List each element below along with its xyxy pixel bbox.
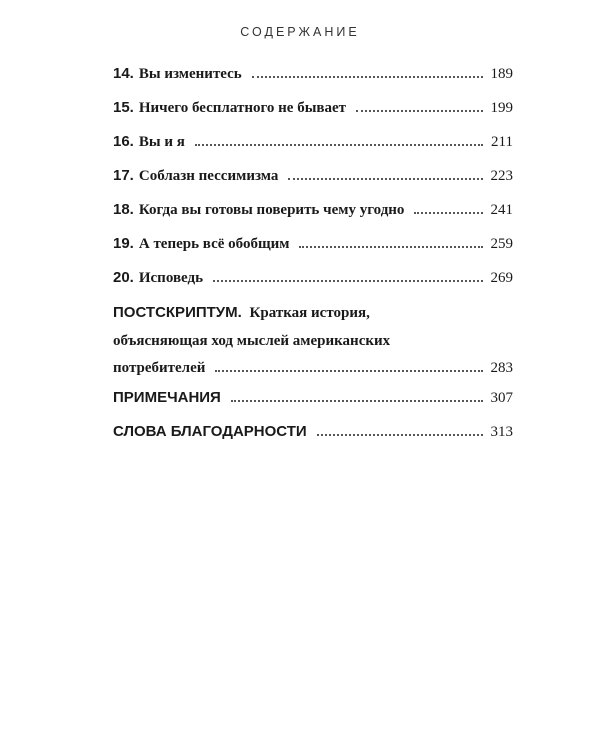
toc-entry-notes[interactable] — [113, 388, 513, 408]
toc-entry-19[interactable] — [113, 234, 513, 254]
postscript-title-line-1: Краткая история, — [249, 305, 370, 321]
table-of-contents — [113, 64, 513, 456]
dot-leader — [195, 144, 483, 146]
toc-entry-18[interactable] — [113, 200, 513, 220]
toc-entry-14[interactable] — [113, 64, 513, 84]
page-header: СОДЕРЖАНИЕ — [240, 25, 360, 39]
page-number: 269 — [490, 270, 513, 286]
dot-leader — [414, 212, 482, 214]
toc-entry-17[interactable] — [113, 166, 513, 186]
dot-leader — [213, 280, 482, 282]
postscript-line-1 — [113, 302, 513, 324]
chapter-number: 14. — [113, 65, 134, 82]
dot-leader — [317, 434, 483, 436]
chapter-number: 15. — [113, 99, 134, 116]
toc-entry-acknowledgements[interactable] — [113, 422, 513, 442]
postscript-title-line-3: потребителей — [113, 360, 206, 376]
notes-title: ПРИМЕЧАНИЯ — [113, 389, 221, 406]
chapter-number: 16. — [113, 133, 134, 150]
page-number: 241 — [490, 202, 513, 218]
chapter-title: Вы и я — [138, 134, 185, 150]
postscript-label: ПОСТСКРИПТУМ. — [113, 304, 242, 321]
toc-entry-20[interactable] — [113, 268, 513, 288]
chapter-title: А теперь всё обобщим — [138, 236, 290, 252]
chapter-title: Исповедь — [138, 270, 204, 286]
page-number: 307 — [490, 390, 513, 406]
chapter-title: Когда вы готовы поверить чему угодно — [138, 202, 405, 218]
postscript-line-3 — [113, 358, 513, 378]
page-number: 199 — [490, 100, 513, 116]
page-number: 211 — [491, 134, 513, 150]
dot-leader — [231, 400, 483, 402]
dot-leader — [356, 110, 482, 112]
page-number: 313 — [490, 424, 513, 440]
dot-leader — [288, 178, 482, 180]
toc-entry-postscript[interactable] — [113, 302, 513, 378]
page-number: 189 — [490, 66, 513, 82]
acknowledgements-title: СЛОВА БЛАГОДАРНОСТИ — [113, 423, 307, 440]
chapter-number: 17. — [113, 167, 134, 184]
chapter-number: 20. — [113, 269, 134, 286]
dot-leader — [299, 246, 482, 248]
page-number: 259 — [490, 236, 513, 252]
chapter-title: Соблазн пессимизма — [138, 168, 279, 184]
page-number: 283 — [490, 360, 513, 376]
postscript-title-line-2: объясняющая ход мыслей американских — [113, 333, 391, 349]
chapter-number: 19. — [113, 235, 134, 252]
postscript-line-2 — [113, 330, 513, 352]
toc-entry-16[interactable] — [113, 132, 513, 152]
dot-leader — [215, 370, 482, 372]
chapter-title: Вы изменитесь — [138, 66, 242, 82]
dot-leader — [252, 76, 483, 78]
toc-entry-15[interactable] — [113, 98, 513, 118]
page-number: 223 — [490, 168, 513, 184]
chapter-title: Ничего бесплатного не бывает — [138, 100, 347, 116]
chapter-number: 18. — [113, 201, 134, 218]
